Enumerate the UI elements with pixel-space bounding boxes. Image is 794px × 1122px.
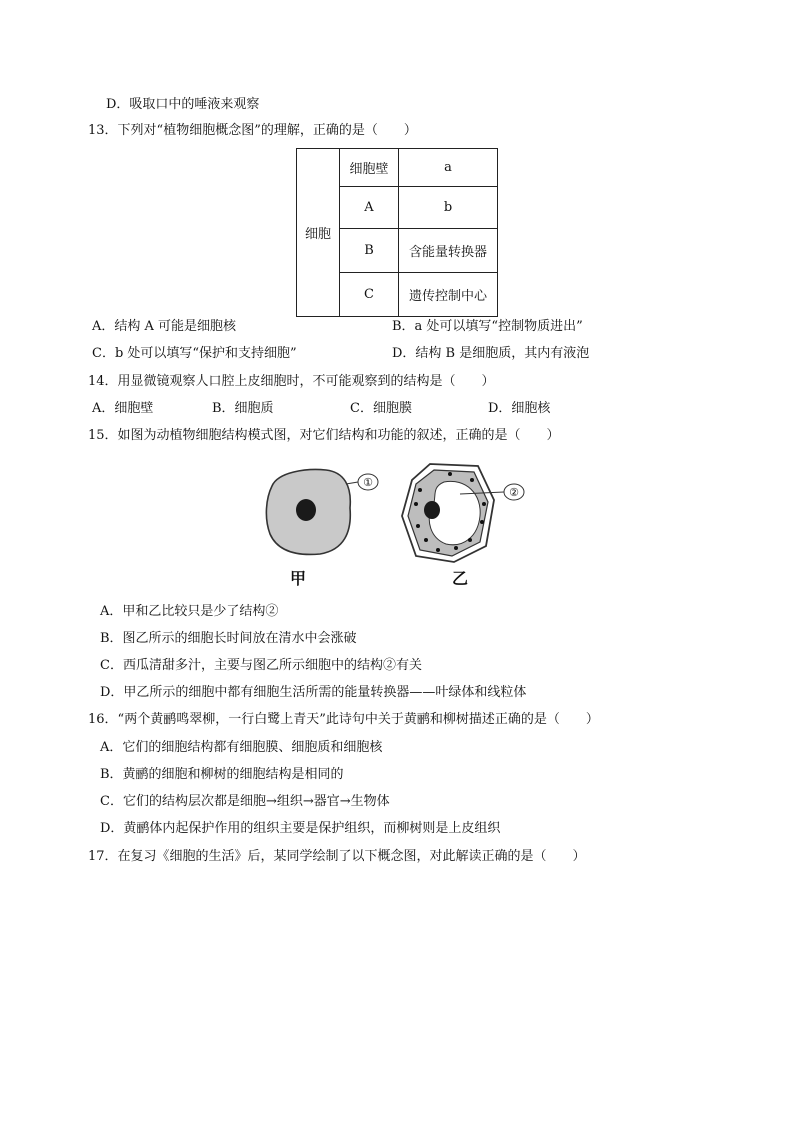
q14-option-c: C．细胞膜 [350,401,412,416]
q15-stem: 15．如图为动植物细胞结构模式图，对它们结构和功能的叙述，正确的是（ ） [88,428,560,443]
concept-cell-r3c2: 含能量转换器 [399,229,498,273]
q14-option-b: B．细胞质 [212,401,274,416]
animal-cell-diagram [266,470,378,555]
concept-cell-r1c1: 细胞壁 [340,149,399,187]
q14-option-d: D．细胞核 [488,401,551,416]
q16-option-b: B．黄鹂的细胞和柳树的细胞结构是相同的 [100,767,344,782]
q13-option-c: C．b 处可以填写“保护和支持细胞” [92,346,297,361]
q15-option-d: D．甲乙所示的细胞中都有细胞生活所需的能量转换器——叶绿体和线粒体 [100,685,527,700]
figure-label-yi: 乙 [452,569,469,588]
concept-cell-r2c1: A [340,187,399,229]
q16-option-a: A．它们的细胞结构都有细胞膜、细胞质和细胞核 [100,740,383,755]
q13-option-b: B．a 处可以填写“控制物质进出” [392,319,583,334]
q15-option-b: B．图乙所示的细胞长时间放在清水中会涨破 [100,631,357,646]
q13-stem: 13．下列对“植物细胞概念图”的理解，正确的是（ ） [88,123,417,138]
q16-option-d: D．黄鹂体内起保护作用的组织主要是保护组织，而柳树则是上皮组织 [100,821,501,836]
concept-cell-r4c2: 遗传控制中心 [399,273,498,317]
plant-cell-diagram [402,464,524,562]
concept-cell-r2c2: b [399,187,498,229]
cell-structure-figure [260,460,540,592]
plant-cell-concept-table [296,148,498,317]
q16-stem: 16．“两个黄鹂鸣翠柳，一行白鹭上青天”此诗句中关于黄鹂和柳树描述正确的是（ ） [88,712,599,727]
concept-root-cell: 细胞 [297,149,340,317]
concept-cell-r4c1: C [340,273,399,317]
q13-option-a: A．结构 A 可能是细胞核 [92,319,237,334]
q13-option-d: D．结构 B 是细胞质，其内有液泡 [392,346,590,361]
q14-option-a: A．细胞壁 [92,401,154,416]
q15-option-c: C．西瓜清甜多汁，主要与图乙所示细胞中的结构②有关 [100,658,422,673]
q14-stem: 14．用显微镜观察人口腔上皮细胞时，不可能观察到的结构是（ ） [88,374,495,389]
concept-cell-r3c1: B [340,229,399,273]
q15-option-a: A．甲和乙比较只是少了结构② [100,604,279,619]
q17-stem: 17．在复习《细胞的生活》后，某同学绘制了以下概念图，对此解读正确的是（ ） [88,849,586,864]
q16-option-c: C．它们的结构层次都是细胞→组织→器官→生物体 [100,794,390,809]
marker-2-label: ② [509,486,519,499]
marker-1-label: ① [363,476,373,489]
concept-cell-r1c2: a [399,149,498,187]
q12-option-d: D．吸取口中的唾液来观察 [106,97,260,112]
figure-label-jia: 甲 [290,569,307,588]
